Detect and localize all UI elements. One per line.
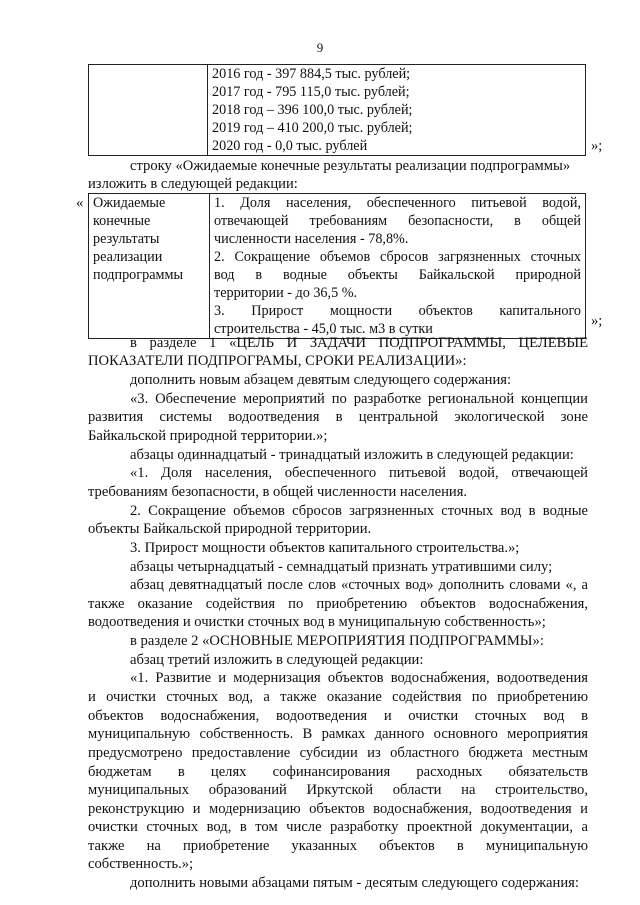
funding-table <box>88 64 586 156</box>
body-line: также оказание содействия по приобретению объектов водоснабжения, <box>88 596 588 612</box>
body-line: муниципальную собственность. В рамках данного основного мероприятия <box>88 726 588 742</box>
results-table-content-cell <box>210 194 586 339</box>
body-line: в разделе 1 «ЦЕЛЬ И ЗАДАЧИ ПОДПРОГРАММЫ, ЦЕЛЕВЫЕ <box>130 335 588 351</box>
body-line: объектов водоснабжения, водоотведения и очистки сточных вод в <box>88 708 588 724</box>
funding-table-closing-mark: »; <box>591 138 603 154</box>
results-table-opening-mark: « <box>76 195 84 211</box>
body-line: «1. Доля населения, обеспеченного питьевой водой, отвечающей <box>130 465 588 481</box>
results-table <box>88 193 586 339</box>
body-line: объекты Байкальской природной территории. <box>88 521 372 537</box>
body-line: реконструкцию и модернизацию объектов водоснабжения, водоотведения и <box>88 801 588 817</box>
body-line: собственность.»; <box>88 856 194 872</box>
body-line: развития системы водоотведения в центральной экологической зоне <box>88 409 588 425</box>
body-line: 2. Сокращение объемов сбросов загрязненных сточных вод в водные <box>130 503 588 519</box>
body-line: ПОКАЗАТЕЛИ ПОДПРОГРАМЫ, СРОКИ РЕАЛИЗАЦИИ»: <box>88 353 467 369</box>
body-line: бюджетам в целях софинансирования расходных обязательств <box>88 764 588 780</box>
page-number: 9 <box>316 40 324 55</box>
body-line: предусмотрено предоставление субсидии из областного бюджета местным <box>88 745 588 761</box>
body-line: «1. Развитие и модернизация объектов водоснабжения, водоотведения <box>130 670 588 686</box>
results-content-line: 1. Доля населения, обеспеченного питьевой водой, <box>214 195 581 211</box>
results-content-line: численности населения - 78,8%. <box>214 231 409 247</box>
results-content-line: отвечающей требованиям безопасности, в общей <box>214 213 581 229</box>
results-label-line: конечные <box>93 213 151 229</box>
results-content-line: 3. Прирост мощности объектов капитального <box>214 303 581 319</box>
body-line: абзацы одиннадцатый - тринадцатый изложить в следующей редакции: <box>130 447 574 463</box>
para-line: строку «Ожидаемые конечные результаты реализации подпрограммы» <box>130 158 571 174</box>
results-table-closing-mark: »; <box>591 313 603 329</box>
funding-row: 2019 год – 410 200,0 тыс. рублей; <box>212 120 413 136</box>
body-line: абзацы четырнадцатый - семнадцатый признать утратившими силу; <box>130 559 553 575</box>
funding-row: 2017 год - 795 115,0 тыс. рублей; <box>212 84 410 100</box>
para-line: изложить в следующей редакции: <box>88 176 298 192</box>
body-line: «3. Обеспечение мероприятий по разработке региональной концепции <box>130 391 588 407</box>
results-table-label-cell <box>89 194 210 339</box>
results-label-line: реализации <box>93 249 163 265</box>
body-line: в разделе 2 «ОСНОВНЫЕ МЕРОПРИЯТИЯ ПОДПРОГРАММЫ»: <box>130 633 544 649</box>
funding-table-label-cell <box>89 65 208 156</box>
results-content-line: территории - до 36,5 %. <box>214 285 358 301</box>
body-line: также на приобретение указанных объектов в муниципальную <box>88 838 588 854</box>
results-label-line: Ожидаемые <box>93 195 166 211</box>
body-line: Байкальской природной территории.»; <box>88 428 328 444</box>
body-line: дополнить новым абзацем девятым следующего содержания: <box>130 372 512 388</box>
results-label-line: подпрограммы <box>93 267 183 283</box>
body-line: дополнить новыми абзацами пятым - десятым следующего содержания: <box>130 875 579 891</box>
body-line: очистки сточных вод, в том числе разработку проектной документации, а <box>88 819 588 835</box>
funding-row: 2018 год – 396 100,0 тыс. рублей; <box>212 102 413 118</box>
body-line: абзац третий изложить в следующей редакции: <box>130 652 424 668</box>
results-content-line: строительства - 45,0 тыс. м3 в сутки <box>214 321 433 337</box>
body-line: и очистки сточных вод, а также оказание содействия по приобретению <box>88 689 588 705</box>
results-content-line: 2. Сокращение объемов сбросов загрязненных сточных <box>214 249 581 265</box>
body-line: муниципальных образований Иркутской области на строительство, <box>88 782 588 798</box>
body-line: требованиям безопасности, в общей численности населения. <box>88 484 468 500</box>
results-label-line: результаты <box>93 231 160 247</box>
funding-table-values-cell <box>208 65 586 156</box>
funding-row: 2020 год - 0,0 тыс. рублей <box>212 138 368 154</box>
body-line: абзац девятнадцатый после слов «сточных вод» дополнить словами «, а <box>130 577 588 593</box>
results-content-line: вод в водные объекты Байкальской природной <box>214 267 581 283</box>
body-line: водоотведения и очистки сточных вод в муниципальную собственность»; <box>88 614 546 630</box>
funding-row: 2016 год - 397 884,5 тыс. рублей; <box>212 66 411 82</box>
body-line: 3. Прирост мощности объектов капитального строительства.»; <box>130 540 520 556</box>
